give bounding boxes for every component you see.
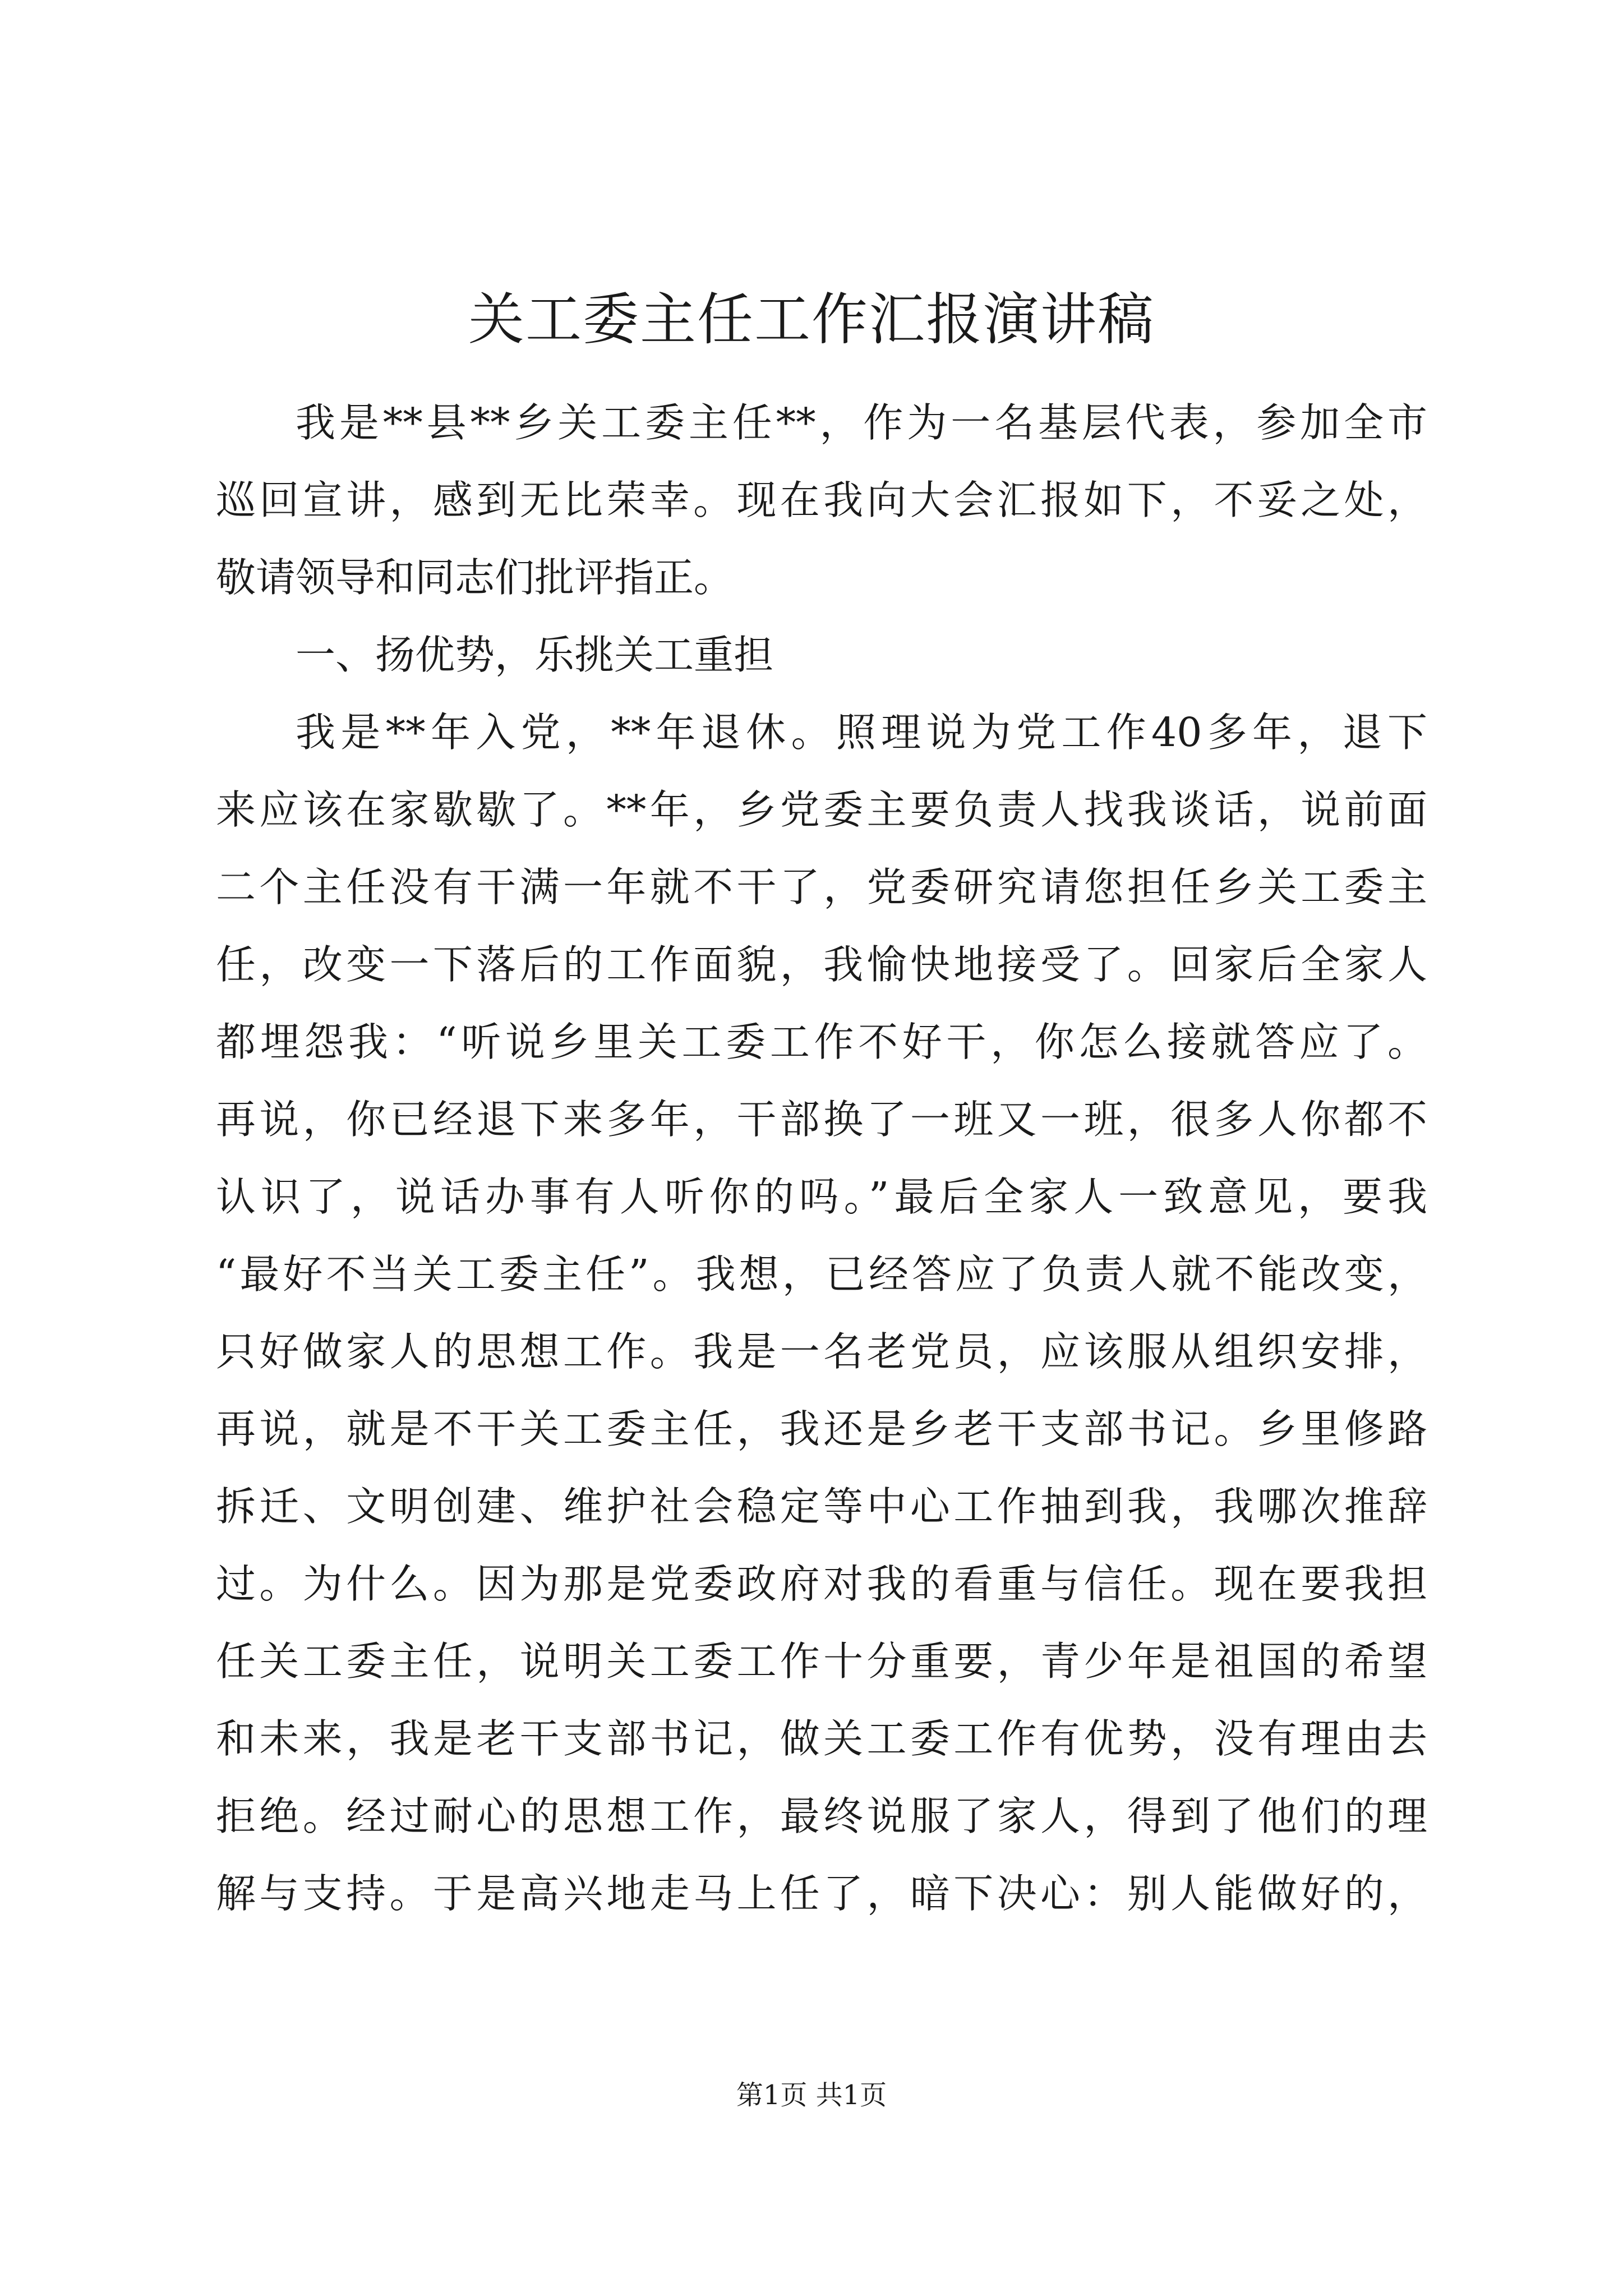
document-title: 关工委主任工作汇报演讲稿 bbox=[468, 287, 1155, 352]
paragraph-line: 解与支持。于是高兴地走马上任了，暗下决心：别人能做好的， bbox=[216, 1870, 1427, 1917]
paragraph-line: 巡回宣讲，感到无比荣幸。现在我向大会汇报如下，不妥之处， bbox=[216, 477, 1427, 523]
paragraph-line: 认识了，说话办事有人听你的吗。”最后全家人一致意见，要我 bbox=[216, 1174, 1427, 1220]
paragraph-line: 只好做家人的思想工作。我是一名老党员，应该服从组织安排， bbox=[216, 1328, 1427, 1375]
paragraph-line: 我是**年入党，**年退休。照理说为党工作40多年，退下 bbox=[296, 709, 1427, 756]
paragraph-line: 任，改变一下落后的工作面貌，我愉快地接受了。回家后全家人 bbox=[216, 941, 1427, 988]
document-body bbox=[216, 384, 1427, 1932]
paragraph-line: 过。为什么。因为那是党委政府对我的看重与信任。现在要我担 bbox=[216, 1561, 1427, 1607]
paragraph-line: 敬请领导和同志们批评指正。 bbox=[216, 554, 734, 601]
paragraph-line: 一、扬优势，乐挑关工重担 bbox=[296, 632, 774, 678]
page-footer: 第1页 共1页 bbox=[736, 2079, 887, 2111]
paragraph-line: 拆迁、文明创建、维护社会稳定等中心工作抽到我，我哪次推辞 bbox=[216, 1483, 1427, 1530]
paragraph-line: 拒绝。经过耐心的思想工作，最终说服了家人，得到了他们的理 bbox=[216, 1793, 1427, 1839]
paragraph-line: 二个主任没有干满一年就不干了，党委研究请您担任乡关工委主 bbox=[216, 864, 1427, 910]
paragraph-line: 再说，你已经退下来多年，干部换了一班又一班，很多人你都不 bbox=[216, 1096, 1427, 1143]
paragraph-line: 都埋怨我：“听说乡里关工委工作不好干，你怎么接就答应了。 bbox=[216, 1019, 1427, 1065]
paragraph-line: 我是**县**乡关工委主任**，作为一名基层代表，参加全市 bbox=[296, 399, 1427, 446]
paragraph-line: 再说，就是不干关工委主任，我还是乡老干支部书记。乡里修路 bbox=[216, 1406, 1427, 1452]
paragraph-line: 和未来，我是老干支部书记，做关工委工作有优势，没有理由去 bbox=[216, 1715, 1427, 1762]
paragraph-line: “最好不当关工委主任”。我想，已经答应了负责人就不能改变， bbox=[216, 1251, 1427, 1297]
paragraph-line: 任关工委主任，说明关工委工作十分重要，青少年是祖国的希望 bbox=[216, 1638, 1427, 1685]
paragraph-line: 来应该在家歇歇了。**年，乡党委主要负责人找我谈话，说前面 bbox=[216, 786, 1427, 833]
